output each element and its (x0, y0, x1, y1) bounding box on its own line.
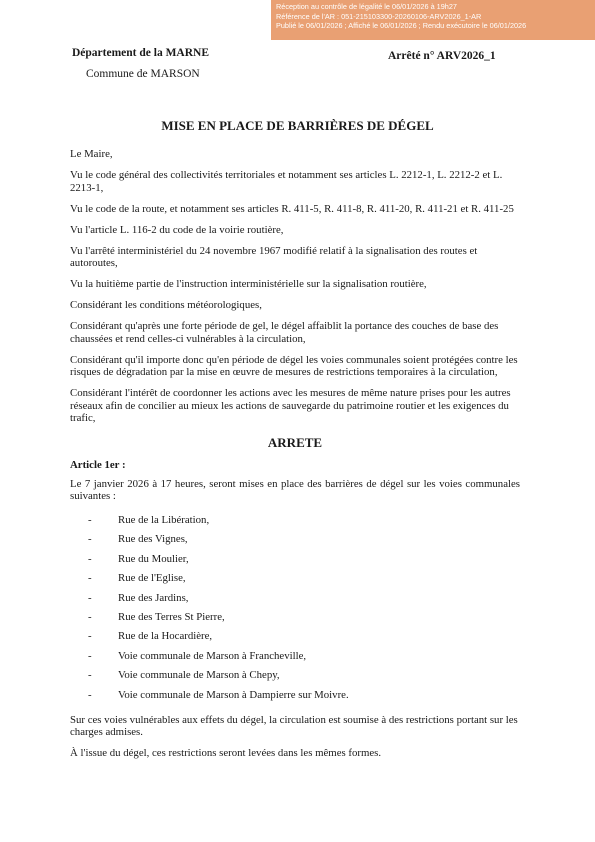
article-1-heading: Article 1er : (70, 459, 126, 471)
list-dash: - (88, 591, 92, 604)
list-dash: - (88, 669, 92, 682)
consideration-7: Considérant qu'après une forte période de gel, le dégel affaiblit la portance des couches de base des chaussées et rend celles-ci vulnérables à la circulation, (70, 320, 499, 345)
list-item (70, 511, 520, 530)
consideration-2: Vu le code de la route, et notamment ses articles R. 411-5, R. 411-8, R. 411-20, R. 411-21 et R. 411-25 (70, 202, 514, 215)
document-title: MISE EN PLACE DE BARRIÈRES DE DÉGEL (161, 118, 434, 133)
street-name: Voie communale de Marson à Francheville, (118, 649, 307, 662)
list-dash: - (88, 552, 92, 565)
closing-restrictions: Sur ces voies vulnérables aux effets du dégel, la circulation est soumise à des restrictions portant sur les charges admises. (70, 713, 518, 739)
list-item (70, 589, 520, 608)
list-dash: - (88, 572, 92, 585)
consideration-6: Considérant les conditions météorologiques, (70, 299, 262, 311)
street-name: Rue des Terres St Pierre, (118, 610, 225, 623)
legality-stamp (271, 0, 595, 40)
closing-lifting: À l'issue du dégel, ces restrictions seront levées dans les mêmes formes. (70, 747, 382, 760)
list-item (70, 530, 520, 549)
stamp-publication-line: Publié le 06/01/2026 ; Affiché le 06/01/2026 ; Rendu exécutoire le 06/01/2026 (276, 21, 527, 31)
list-item (70, 627, 520, 646)
list-dash: - (88, 533, 92, 546)
street-name: Rue de la Libération, (118, 514, 210, 526)
intro-line: Le Maire, (70, 148, 113, 160)
department-name: Département de la MARNE (72, 47, 210, 59)
stamp-reference-line: Référence de l'AR : 051-215103300-20260106-ARV2026_1-AR (276, 11, 482, 21)
street-list (70, 511, 520, 705)
street-name: Voie communale de Marson à Dampierre sur Moivre. (118, 688, 349, 701)
street-name: Rue du Moulier, (118, 552, 189, 565)
stamp-reception-line: Réception au contrôle de légalité le 06/01/2026 à 19h27 (276, 2, 457, 11)
list-dash: - (88, 514, 92, 526)
list-dash: - (88, 610, 92, 623)
consideration-3: Vu l'article L. 116-2 du code de la voirie routière, (70, 223, 284, 236)
consideration-9: Considérant l'intérêt de coordonner les actions avec les mesures de même nature prises pour les autres réseaux afin de concilier au mieux les actions de sauvegarde du patrimoine routier et les exigences du trafic, (70, 387, 511, 424)
street-name: Voie communale de Marson à Chepy, (118, 669, 280, 682)
consideration-4: Vu l'arrêté interministériel du 24 novembre 1967 modifié relatif à la signalisation des routes et autoroutes, (70, 244, 478, 269)
consideration-1: Vu le code général des collectivités territoriales et notamment ses articles L. 2212-1, L. 2212-2 et L. 2213-1, (70, 169, 503, 194)
commune-name: Commune de MARSON (86, 68, 200, 80)
street-name: Rue de l'Eglise, (118, 572, 186, 585)
list-item (70, 608, 520, 627)
article-1-text: Le 7 janvier 2026 à 17 heures, seront mises en place des barrières de dégel sur les voies communales suivantes : (70, 477, 520, 502)
list-item (70, 569, 520, 588)
list-item (70, 686, 520, 705)
list-item (70, 666, 520, 685)
street-name: Rue de la Hocardière, (118, 630, 213, 643)
list-dash: - (88, 688, 92, 701)
street-name: Rue des Vignes, (118, 533, 188, 546)
list-dash: - (88, 649, 92, 662)
list-item (70, 550, 520, 569)
list-item (70, 647, 520, 666)
arrete-number: Arrêté n° ARV2026_1 (388, 50, 496, 62)
street-name: Rue des Jardins, (118, 591, 189, 604)
list-dash: - (88, 630, 92, 643)
document-body (70, 148, 520, 768)
consideration-5: Vu la huitième partie de l'instruction interministérielle sur la signalisation routière, (70, 278, 427, 290)
arrete-heading: ARRETE (267, 434, 323, 450)
consideration-8: Considérant qu'il importe donc qu'en période de dégel les voies communales soient protégées contre les risques de dégradation par la mise en œuvre de mesures de restrictions temporaires à la circulation, (70, 353, 518, 378)
